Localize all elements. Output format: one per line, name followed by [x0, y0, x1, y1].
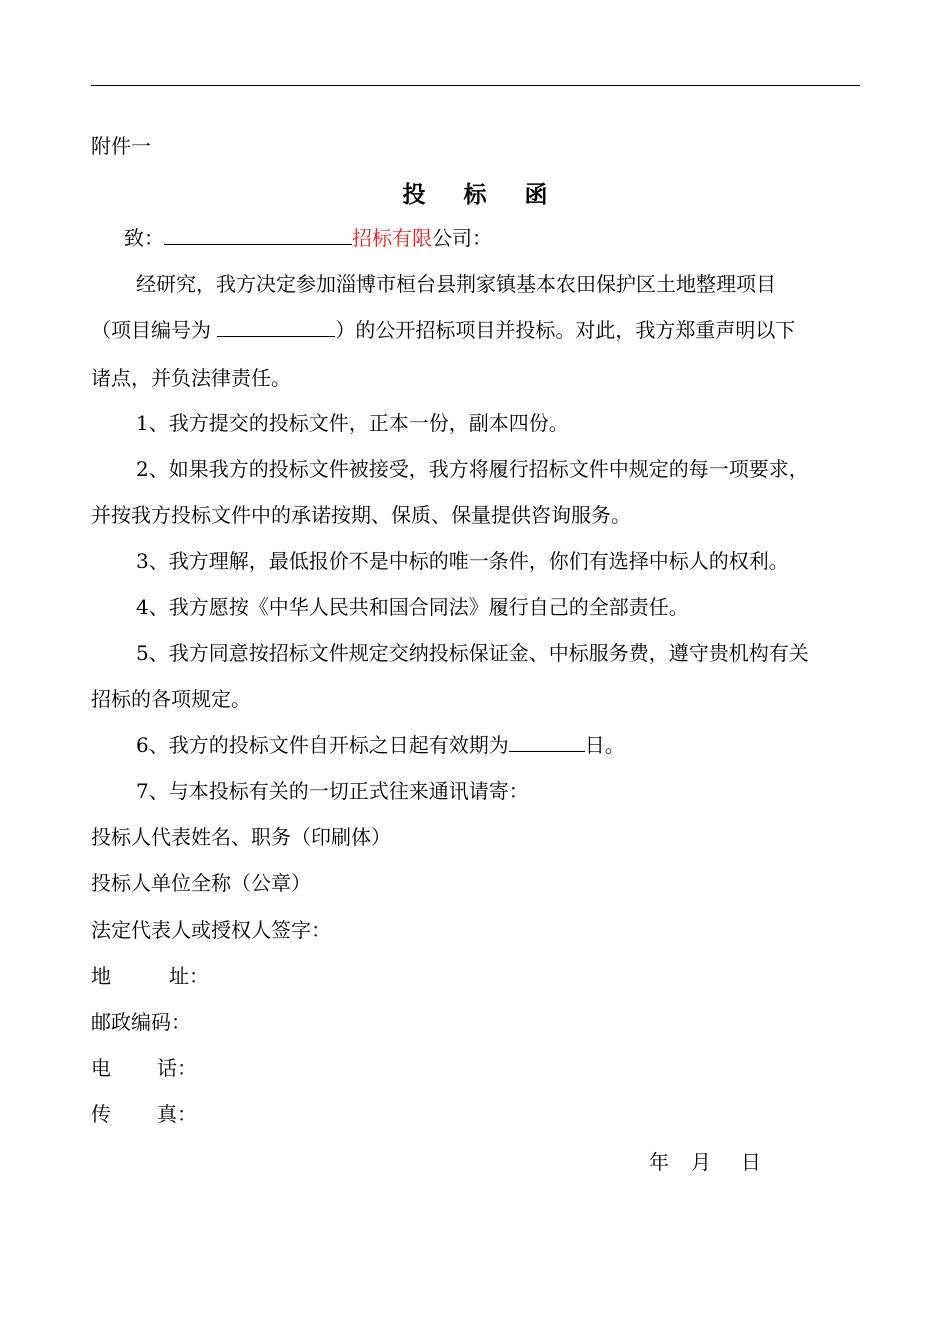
- document-title: [0, 176, 950, 209]
- project-number-prefix: （项目编号为: [91, 318, 211, 342]
- recipient-blank[interactable]: [164, 226, 352, 245]
- field-unit-name: 投标人单位全称（公章）: [91, 871, 311, 895]
- date-year: 年: [649, 1150, 669, 1174]
- field-fax-b: 真：: [157, 1102, 197, 1126]
- field-fax: [91, 1102, 197, 1126]
- field-fax-a: 传: [91, 1102, 111, 1126]
- field-phone: [91, 1056, 197, 1080]
- attachment-label: 附件一: [91, 134, 151, 158]
- date-line: [649, 1150, 761, 1174]
- recipient-company-red: 招标有限: [352, 226, 432, 250]
- intro-line-1: 经研究，我方决定参加淄博市桓台县荆家镇基本农田保护区土地整理项目: [136, 272, 776, 296]
- item-3: 3、我方理解，最低报价不是中标的唯一条件，你们有选择中标人的权利。: [136, 549, 789, 573]
- validity-prefix: 6、我方的投标文件自开标之日起有效期为: [136, 733, 509, 757]
- item-5-line-1: 5、我方同意按招标文件规定交纳投标保证金、中标服务费，遵守贵机构有关: [136, 641, 809, 665]
- item-7: 7、与本投标有关的一切正式往来通讯请寄：: [136, 779, 529, 803]
- title-char-3: 函: [524, 181, 548, 208]
- item-5-line-2: 招标的各项规定。: [91, 687, 251, 711]
- field-postal-code: 邮政编码：: [91, 1010, 191, 1034]
- field-address-b: 址：: [169, 964, 209, 988]
- recipient-company-suffix: 公司：: [432, 226, 492, 250]
- project-number-blank[interactable]: [217, 318, 335, 337]
- salutation-prefix: 致：: [124, 226, 164, 250]
- date-month: 月: [691, 1150, 711, 1174]
- item-2-line-2: 并按我方投标文件中的承诺按期、保质、保量提供咨询服务。: [91, 503, 631, 527]
- field-phone-a: 电: [91, 1056, 111, 1080]
- field-signature: 法定代表人或授权人签字：: [91, 918, 331, 942]
- field-phone-b: 话：: [157, 1056, 197, 1080]
- item-6: [136, 733, 625, 757]
- intro-line-3: 诸点，并负法律责任。: [91, 366, 291, 390]
- salutation: [124, 226, 492, 250]
- item-1: 1、我方提交的投标文件，正本一份，副本四份。: [136, 411, 569, 435]
- title-char-1: 投: [402, 181, 426, 208]
- validity-days-blank[interactable]: [509, 733, 585, 752]
- field-rep-name: 投标人代表姓名、职务（印刷体）: [91, 825, 391, 849]
- item-4: 4、我方愿按《中华人民共和国合同法》履行自己的全部责任。: [136, 595, 689, 619]
- project-number-suffix: ）的公开招标项目并投标。对此，我方郑重声明以下: [335, 318, 796, 342]
- field-address-a: 地: [91, 964, 111, 988]
- validity-suffix: 日。: [584, 733, 625, 757]
- item-2-line-1: 2、如果我方的投标文件被接受，我方将履行招标文件中规定的每一项要求，: [136, 457, 809, 481]
- header-rule: [91, 85, 860, 86]
- field-address: [91, 964, 209, 988]
- date-day: 日: [741, 1150, 761, 1174]
- title-char-2: 标: [463, 181, 487, 208]
- intro-line-2: [91, 318, 795, 342]
